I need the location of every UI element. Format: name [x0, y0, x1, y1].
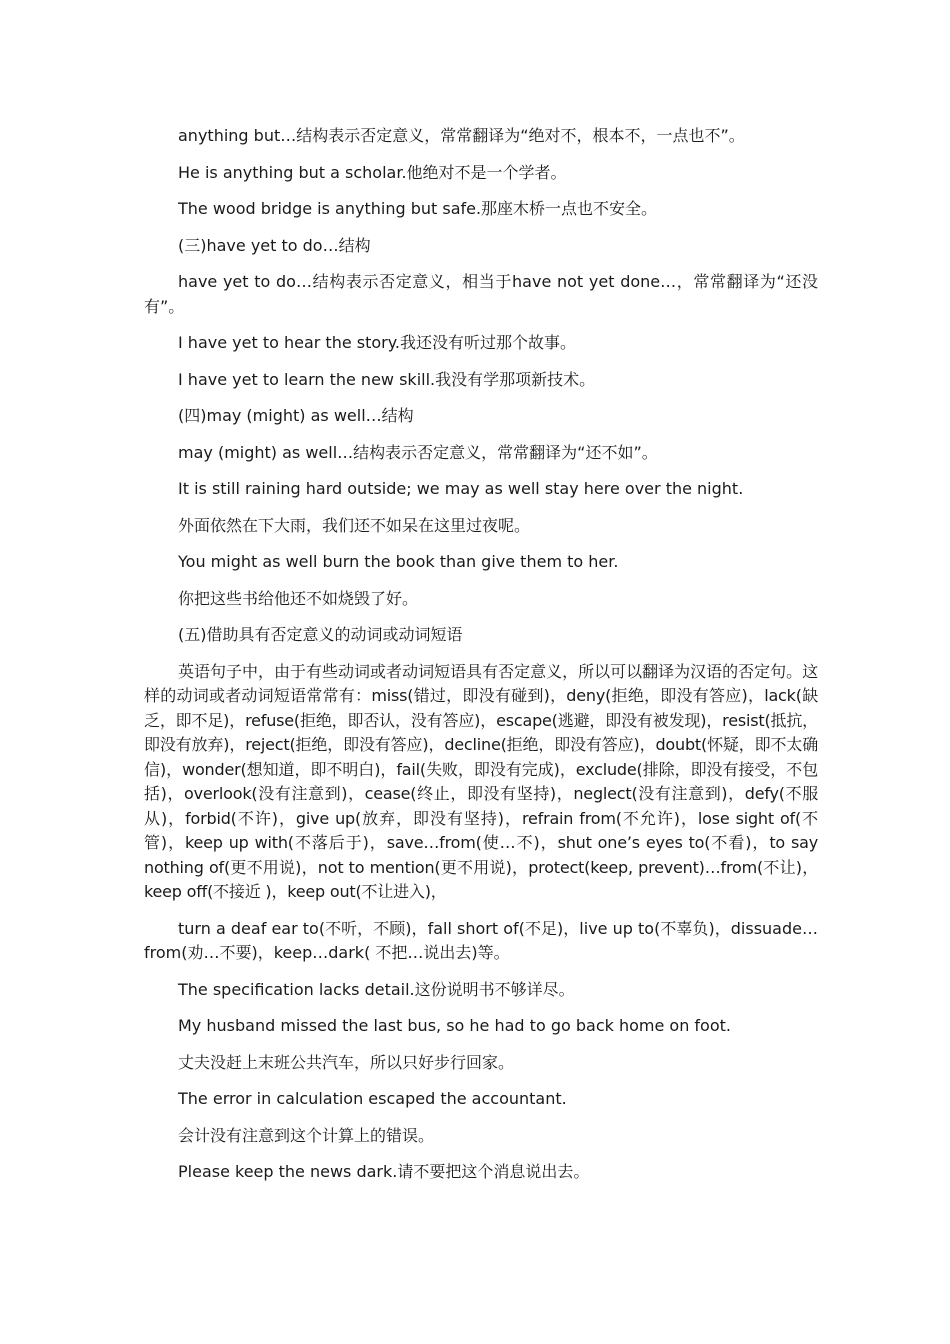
- translation-burn-book: 你把这些书给他还不如烧毁了好。: [178, 588, 419, 608]
- translation-calculation-error: 会计没有注意到这个计算上的错误。: [178, 1125, 435, 1145]
- example-keep-dark: Please keep the news dark.请不要把这个消息说出去。: [178, 1162, 590, 1181]
- example-new-skill: I have yet to learn the new skill.我没有学那项新技术。: [178, 369, 596, 389]
- example-hear-story: I have yet to hear the story.我还没有听过那个故事。: [178, 333, 577, 352]
- translation-raining: 外面依然在下大雨，我们还不如呆在这里过夜呢。: [178, 515, 531, 535]
- paragraph-negative-verbs-list-continued: turn a deaf ear to(不听，不顾)，fall short of(不足)，live up to(不辜负)，dissuade…from(劝…不要)，keep…dark( 不把…说出去)等。: [144, 918, 818, 962]
- example-burn-book: You might as well burn the book than give them to her.: [178, 552, 619, 571]
- section-heading-may-as-well: (四)may (might) as well…结构: [178, 406, 414, 425]
- example-calculation-error: The error in calculation escaped the accountant.: [178, 1089, 567, 1108]
- paragraph-negative-verbs-list: 英语句子中，由于有些动词或者动词短语具有否定意义，所以可以翻译为汉语的否定句。这样的动词或者动词短语常常有：miss(错过，即没有碰到)，deny(拒绝，即没有答应)，lack(缺乏，即不足)，refuse(拒绝，即否认，没有答应)，escape(逃避，即没有被发现)，resist(抵抗，即没有放弃)，reject(拒绝，即没有答应)，decline(拒绝，即没有答应)，doubt(怀疑，即不太确信)，wonder(想知道，即不明白)，fail(失败，即没有完成)，exclude(排除，即没有接受，不包括)，overlook(没有注意到)，cease(终止，即没有坚持)，neglect(没有注意到)，defy(不服从)，forbid(不许)，give up(放弃，即没有坚持)，refrain from(不允许)，lose sight of(不管)，keep up with(不落后于)，save…from(使…不)，shut one’s eyes to(不看)，to say nothing of(更不用说)，not to mention(更不用说)，protect(keep, prevent)…from(不让)，keep off(不接近 )，keep out(不让进入)，: [144, 661, 818, 901]
- paragraph-may-as-well-rule: may (might) as well…结构表示否定意义，常常翻译为“还不如”。: [178, 442, 658, 462]
- section-heading-negative-verbs: (五)借助具有否定意义的动词或动词短语: [178, 625, 463, 644]
- example-missed-bus: My husband missed the last bus, so he had to go back home on foot.: [178, 1016, 731, 1035]
- section-heading-have-yet-to: (三)have yet to do…结构: [178, 235, 371, 255]
- example-specification: The specification lacks detail.这份说明书不够详尽。: [178, 979, 575, 999]
- translation-missed-bus: 丈夫没赶上末班公共汽车，所以只好步行回家。: [178, 1052, 515, 1072]
- document-body: [144, 124, 818, 1197]
- example-wood-bridge: The wood bridge is anything but safe.那座木桥一点也不安全。: [178, 199, 658, 218]
- example-raining: It is still raining hard outside; we may as well stay here over the night.: [178, 479, 744, 498]
- paragraph-anything-but-rule: anything but…结构表示否定意义，常常翻译为“绝对不，根本不，一点也不”。: [178, 126, 745, 145]
- paragraph-have-yet-to-rule: have yet to do…结构表示否定意义，相当于have not yet done…，常常翻译为“还没有”。: [144, 272, 818, 316]
- example-scholar: He is anything but a scholar.他绝对不是一个学者。: [178, 162, 567, 182]
